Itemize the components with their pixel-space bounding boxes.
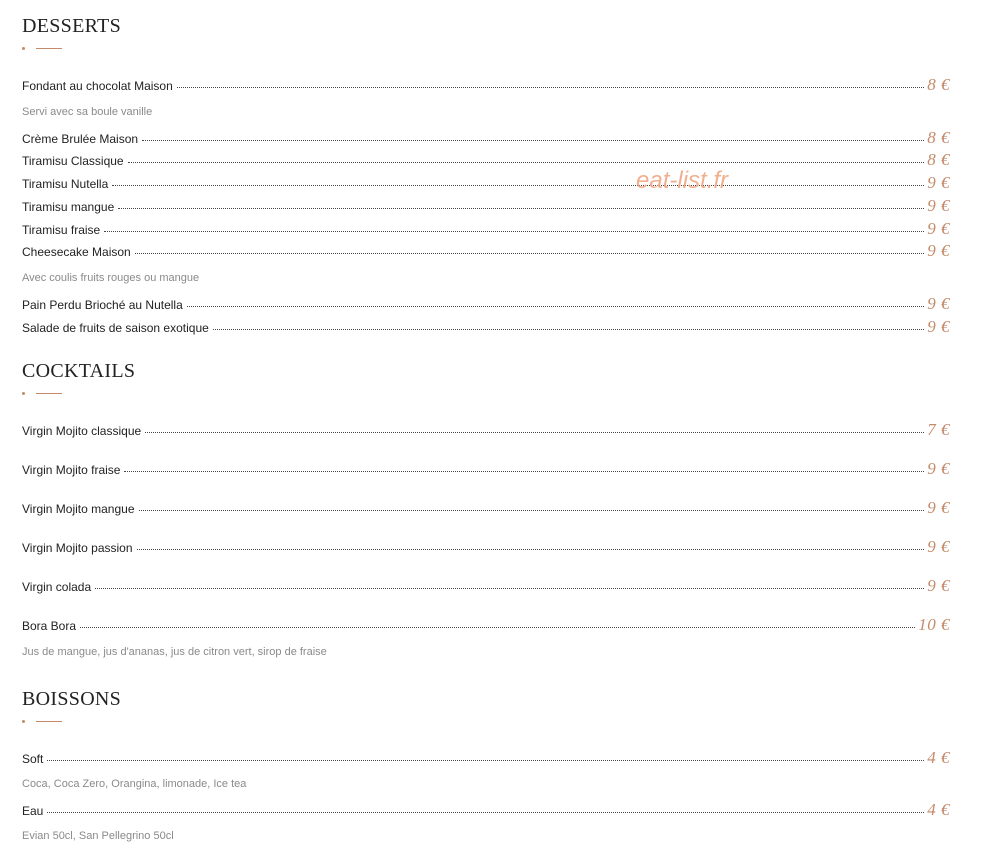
section-divider bbox=[22, 390, 62, 396]
menu-item bbox=[22, 420, 950, 439]
menu-item bbox=[22, 537, 950, 556]
menu-item bbox=[22, 75, 950, 94]
item-price: 9 € bbox=[927, 241, 950, 260]
item-price: 4 € bbox=[927, 748, 950, 767]
item-name: Soft bbox=[22, 752, 44, 766]
item-description: Jus de mangue, jus d'ananas, jus de citron vert, sirop de fraise bbox=[22, 646, 327, 658]
item-name: Virgin colada bbox=[22, 580, 92, 594]
menu-item bbox=[22, 241, 950, 260]
menu-item bbox=[22, 173, 950, 192]
item-name: Virgin Mojito fraise bbox=[22, 463, 121, 477]
menu-item bbox=[22, 219, 950, 238]
menu-item bbox=[22, 150, 950, 169]
item-price: 9 € bbox=[927, 317, 950, 336]
item-price: 8 € bbox=[927, 75, 950, 94]
item-price: 9 € bbox=[927, 219, 950, 238]
item-price: 9 € bbox=[927, 498, 950, 517]
item-price: 4 € bbox=[927, 800, 950, 819]
menu-item bbox=[22, 615, 950, 634]
menu-item bbox=[22, 748, 950, 767]
item-description: Evian 50cl, San Pellegrino 50cl bbox=[22, 830, 174, 842]
item-name: Virgin Mojito passion bbox=[22, 541, 133, 555]
menu-item bbox=[22, 459, 950, 478]
menu-item bbox=[22, 317, 950, 336]
item-name: Fondant au chocolat Maison bbox=[22, 79, 173, 93]
item-name: Eau bbox=[22, 804, 44, 818]
menu-item bbox=[22, 128, 950, 147]
menu-item bbox=[22, 498, 950, 517]
watermark-text: eat-list.fr bbox=[636, 167, 729, 194]
item-price: 7 € bbox=[927, 420, 950, 439]
item-price: 9 € bbox=[927, 294, 950, 313]
item-name: Bora Bora bbox=[22, 619, 77, 633]
item-name: Salade de fruits de saison exotique bbox=[22, 321, 209, 335]
item-price: 9 € bbox=[927, 576, 950, 595]
item-name: Tiramisu mangue bbox=[22, 200, 115, 214]
item-name: Tiramisu Nutella bbox=[22, 177, 109, 191]
item-name: Tiramisu Classique bbox=[22, 154, 124, 168]
item-price: 9 € bbox=[927, 537, 950, 556]
item-name: Pain Perdu Brioché au Nutella bbox=[22, 298, 183, 312]
section-title-desserts: DESSERTS bbox=[22, 15, 122, 37]
item-description: Coca, Coca Zero, Orangina, limonade, Ice tea bbox=[22, 778, 247, 790]
item-name: Cheesecake Maison bbox=[22, 245, 131, 259]
menu-item bbox=[22, 576, 950, 595]
item-price: 9 € bbox=[927, 459, 950, 478]
menu-item bbox=[22, 196, 950, 215]
item-price: 10 € bbox=[918, 615, 950, 634]
item-name: Virgin Mojito classique bbox=[22, 424, 142, 438]
item-name: Crème Brulée Maison bbox=[22, 132, 139, 146]
item-price: 9 € bbox=[927, 196, 950, 215]
section-divider bbox=[22, 718, 62, 724]
menu-item bbox=[22, 800, 950, 819]
item-name: Tiramisu fraise bbox=[22, 223, 101, 237]
item-description: Servi avec sa boule vanille bbox=[22, 106, 153, 118]
section-title-cocktails: COCKTAILS bbox=[22, 360, 136, 382]
item-description: Avec coulis fruits rouges ou mangue bbox=[22, 272, 200, 284]
item-name: Virgin Mojito mangue bbox=[22, 502, 135, 516]
section-divider bbox=[22, 45, 62, 51]
item-price: 8 € bbox=[927, 150, 950, 169]
item-price: 8 € bbox=[927, 128, 950, 147]
item-price: 9 € bbox=[927, 173, 950, 192]
menu-item bbox=[22, 294, 950, 313]
section-title-boissons: BOISSONS bbox=[22, 688, 122, 710]
